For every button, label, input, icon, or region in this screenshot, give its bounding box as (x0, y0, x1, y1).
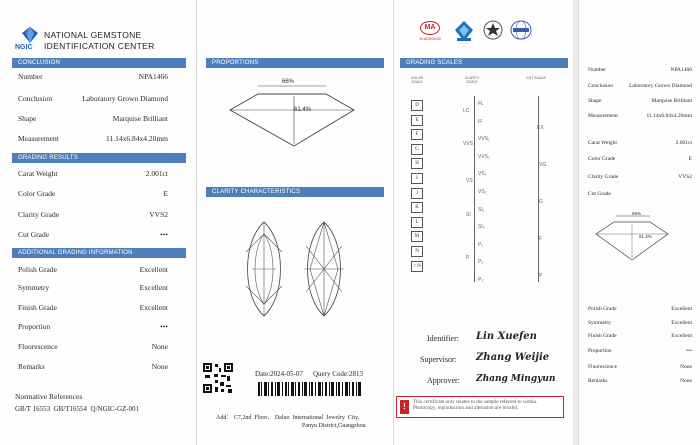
summary-row-value: Excellent (671, 333, 692, 339)
color-grade-box: H (411, 158, 423, 169)
cut-grade-label: EX (537, 125, 544, 131)
clarity-scale-line (474, 96, 475, 282)
approver-signature: Zhang Mingyun (476, 374, 556, 384)
summary-row-label: Proportion (588, 348, 612, 354)
summary-row-value: Excellent (671, 320, 692, 326)
summary-row (588, 333, 692, 339)
summary-row-label: Carat Weight (588, 140, 617, 146)
clarity-group-label: VS (466, 178, 473, 184)
logo-text: NGIC (15, 44, 33, 51)
cnas-diamond-icon (454, 20, 474, 42)
fold-line (393, 0, 394, 445)
supervisor-label: Supervisor: (420, 355, 457, 364)
summary-row (588, 156, 692, 162)
conclusion-header: CONCLUSION (12, 58, 186, 68)
identifier-signature: Lin Xuefen (476, 331, 537, 342)
additional-row: Polish Grade Excellent (18, 265, 168, 274)
color-grade-box: L (411, 217, 423, 228)
color-grade-box: I (411, 173, 423, 184)
summary-row-label: Symmetry (588, 320, 611, 326)
clarity-grade-label: P₃ (478, 277, 484, 283)
table-percent: 66% (282, 79, 295, 85)
conclusion-row: Measurement 11.14x6.84x4.20mm (18, 134, 168, 143)
clarity-grade-label: SI₁ (478, 206, 485, 213)
summary-row (588, 113, 692, 119)
cut-grade-label: G (539, 199, 543, 205)
color-grade-box: F (411, 129, 423, 140)
grading-results-header: GRADING RESULTS (12, 153, 186, 163)
grading-scales-header: GRADING SCALES (400, 58, 568, 68)
approver-label: Approver: (427, 376, 460, 385)
summary-row-label: Clarity Grade (588, 174, 619, 180)
clarity-grade-label: P₁ (478, 241, 484, 248)
color-grade-box: J (411, 188, 423, 199)
color-grade-box: D (411, 100, 423, 111)
summary-row-value: VVS2 (678, 174, 692, 180)
summary-depth-percent: 61.4% (639, 234, 652, 239)
summary-row-label: Polish Grade (588, 306, 617, 312)
references-text: GB/T 16553 GB/T16554 Q/NGIC-GZ-001 (15, 405, 140, 413)
org-name-line1: NATIONAL GEMSTONE (44, 30, 142, 40)
fold-line (578, 0, 579, 445)
color-grade-box: N (411, 246, 423, 257)
cut-scale-line (538, 96, 539, 282)
warning-icon: ! (400, 400, 409, 414)
additional-row: Symmetry Excellent (18, 283, 168, 292)
summary-row-label: Cut Grade (588, 191, 611, 197)
additional-row: Finish Grade Excellent (18, 303, 168, 312)
summary-row-value: E (688, 156, 692, 162)
summary-row (588, 364, 692, 370)
summary-row-label: Conclusion (588, 83, 614, 89)
accreditation-globe-icon (510, 20, 532, 40)
cut-grade-label: P (539, 273, 543, 279)
cut-grade-label: F (539, 236, 543, 242)
notice-text: This certificate only relates to the sample referred to within. Photocopy, reproduction and alteration are invalid. (413, 399, 538, 411)
summary-table-percent: 66% (632, 211, 642, 216)
identifier-label: Identifier: (427, 334, 459, 343)
clarity-scale-head: CLARITY SCALE (464, 76, 480, 84)
additional-row: Proportion ••• (18, 322, 168, 331)
proportions-header: PROPORTIONS (206, 58, 384, 68)
grading-row: Cut Grade ••• (18, 230, 168, 239)
clarity-group-label: SI (466, 212, 471, 218)
color-grade-box: E (411, 115, 423, 126)
clarity-grade-label: VS₂ (478, 189, 487, 195)
clarity-grade-label: FL (478, 101, 484, 107)
clarity-grade-label: SI₂ (478, 224, 485, 231)
grading-row: Carat Weight 2.001ct (18, 169, 168, 178)
color-grade-box: K (411, 202, 423, 213)
summary-row (588, 67, 692, 73)
org-name-line2: IDENTIFICATION CENTER (44, 41, 155, 51)
summary-row-value: 11.14x6.84x4.20mm (646, 113, 692, 119)
clarity-grade-label: P₂ (478, 259, 484, 266)
color-grade-box: M (411, 231, 423, 242)
summary-row (588, 320, 692, 326)
clarity-group-label: LC (463, 108, 470, 114)
summary-row-value: NPA1466 (670, 67, 692, 73)
summary-row-value: 2.001ct (675, 140, 692, 146)
clarity-grade-label: IF (478, 118, 483, 125)
grading-row: Clarity Grade VVS2 (18, 210, 168, 219)
notice-box (396, 396, 564, 418)
supervisor-signature: Zhang Weijie (476, 352, 550, 363)
clarity-characteristics-header: CLARITY CHARACTERISTICS (206, 187, 384, 197)
clarity-grade-label: VVS₂ (478, 153, 490, 160)
cut-grade-label: VG (539, 162, 547, 168)
additional-row: Fluorescence None (18, 342, 168, 351)
additional-row: Remarks None (18, 362, 168, 371)
summary-row-value: Laboratory Grown Diamond (629, 83, 692, 89)
additional-grading-header: ADDITIONAL GRADING INFORMATION (12, 248, 186, 258)
summary-row-label: Remarks (588, 378, 608, 384)
summary-row (588, 348, 692, 354)
summary-row-value: Excellent (671, 306, 692, 312)
depth-percent: 61.4% (294, 107, 312, 113)
ma-badge-text: MA (420, 21, 440, 35)
summary-row-value: ••• (686, 348, 692, 354)
summary-row-label: Fluorescence (588, 364, 618, 370)
references-title: Normative References (15, 392, 83, 401)
ilac-star-icon (483, 20, 503, 40)
query-code: Query Code:2813 (313, 370, 363, 378)
color-grade-box: < N (411, 261, 423, 272)
conclusion-row: Number NPA1466 (18, 72, 168, 81)
summary-row-label: Color Grade (588, 156, 616, 162)
grading-row: Color Grade E (18, 189, 168, 198)
fold-line (196, 0, 197, 445)
color-grade-box: G (411, 144, 423, 155)
marquise-plot-icon (240, 220, 348, 318)
conclusion-row: Shape Marquise Brilliant (18, 114, 168, 123)
summary-row-value: None (680, 364, 692, 370)
summary-row (588, 378, 692, 384)
summary-row (588, 174, 692, 180)
summary-row (588, 83, 692, 89)
summary-row (588, 140, 692, 146)
summary-row (588, 191, 692, 197)
summary-proportion-diagram-icon (592, 212, 672, 264)
summary-row (588, 98, 692, 104)
qr-code-icon (202, 362, 234, 394)
ma-badge-number: 20181510100 (419, 37, 441, 41)
address-line2: Panyu District,Guangzhou (302, 423, 366, 429)
clarity-grade-label: VS₁ (478, 171, 487, 178)
address-line1: Add： C7,2nd Floor， Daluo International Jewelry City, (216, 415, 360, 421)
summary-row-label: Finish Grade (588, 333, 617, 339)
barcode-icon (258, 382, 362, 396)
color-scale-head: COLOR SCALE (410, 76, 424, 84)
proportion-diagram-icon (222, 80, 368, 150)
cut-scale-head: CUT SCALE (526, 76, 546, 80)
clarity-grade-label: VVS₁ (478, 136, 490, 143)
clarity-group-label: VVS (463, 141, 474, 147)
ngic-logo-icon (20, 26, 40, 44)
summary-row-value: Marquise Brilliant (651, 98, 692, 104)
conclusion-row: Conclusion Laboratory Grown Diamond (18, 94, 168, 103)
summary-row-label: Measurement (588, 113, 618, 119)
ma-badge-icon (417, 21, 443, 43)
clarity-group-label: P (466, 255, 470, 261)
summary-row (588, 306, 692, 312)
summary-row-label: Number (588, 67, 607, 73)
certificate-date: Date:2024-05-07 (255, 370, 303, 378)
summary-row-label: Shape (588, 98, 602, 104)
summary-row-value: None (680, 378, 692, 384)
